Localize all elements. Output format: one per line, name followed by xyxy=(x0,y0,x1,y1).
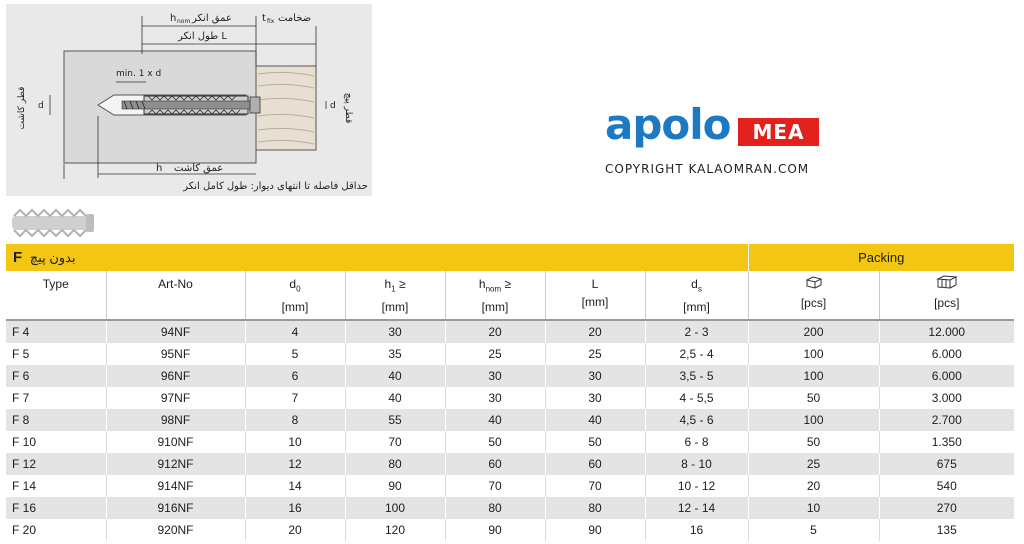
table-cell: 25 xyxy=(445,343,545,365)
table-cell: 12.000 xyxy=(879,320,1014,343)
table-cell: 90 xyxy=(545,519,645,541)
table-row xyxy=(6,453,1014,475)
table-cell: 25 xyxy=(545,343,645,365)
table-cell: 675 xyxy=(879,453,1014,475)
table-cell: 55 xyxy=(345,409,445,431)
table-cell: 16 xyxy=(245,497,345,519)
table-cell: 914NF xyxy=(106,475,245,497)
table-cell: 70 xyxy=(545,475,645,497)
table-cell: 50 xyxy=(748,387,879,409)
table-cell: 2,5 - 4 xyxy=(645,343,748,365)
table-cell: 80 xyxy=(545,497,645,519)
label-L: طول انکر L xyxy=(178,31,227,42)
table-cell: 12 - 14 xyxy=(645,497,748,519)
col-pack-small: [pcs] xyxy=(748,271,879,320)
label-h1: عمق کاشت xyxy=(174,163,224,174)
label-hnom: عمق انکر xyxy=(192,13,232,24)
table-cell: 4 - 5,5 xyxy=(645,387,748,409)
table-cell: 70 xyxy=(445,475,545,497)
table-cell: 6 - 8 xyxy=(645,431,748,453)
table-cell: 20 xyxy=(445,320,545,343)
table-cell: 6 xyxy=(245,365,345,387)
svg-text:t: t xyxy=(262,13,266,24)
table-cell: 910NF xyxy=(106,431,245,453)
table-cell: 6.000 xyxy=(879,343,1014,365)
table-cell: 120 xyxy=(345,519,445,541)
table-cell: 912NF xyxy=(106,453,245,475)
table-cell: 90 xyxy=(445,519,545,541)
table-cell: 25 xyxy=(748,453,879,475)
col-pack-large: [pcs] xyxy=(879,271,1014,320)
table-cell: 40 xyxy=(345,387,445,409)
table-cell: 80 xyxy=(445,497,545,519)
table-cell: F 4 xyxy=(6,320,106,343)
table-cell: F 10 xyxy=(6,431,106,453)
table-cell: 135 xyxy=(879,519,1014,541)
table-cell: 90 xyxy=(345,475,445,497)
table-cell: F 12 xyxy=(6,453,106,475)
table-cell: 100 xyxy=(748,343,879,365)
table-cell: 2.700 xyxy=(879,409,1014,431)
group-letter: F xyxy=(13,249,23,266)
column-header-row xyxy=(6,271,1014,320)
box-small-icon xyxy=(805,275,823,289)
label-d0: d xyxy=(38,101,44,111)
table-cell: 30 xyxy=(545,387,645,409)
table-cell: 20 xyxy=(545,320,645,343)
col-h1: $h_1$ ≥ [mm] xyxy=(345,271,445,320)
svg-text:nom: nom xyxy=(177,18,191,25)
table-cell: 5 xyxy=(748,519,879,541)
table-cell: 30 xyxy=(445,365,545,387)
table-cell: 270 xyxy=(879,497,1014,519)
table-cell: 14 xyxy=(245,475,345,497)
table-cell: 10 - 12 xyxy=(645,475,748,497)
table-cell: 30 xyxy=(545,365,645,387)
table-cell: F 14 xyxy=(6,475,106,497)
table-cell: F 16 xyxy=(6,497,106,519)
table-cell: 540 xyxy=(879,475,1014,497)
table-cell: 16 xyxy=(645,519,748,541)
col-d0: $d_0$ [mm] xyxy=(245,271,345,320)
anchor-product-image xyxy=(8,208,98,238)
label-d0-side: قطر کاشت xyxy=(17,86,27,130)
table-cell: 100 xyxy=(748,409,879,431)
table-cell: F 7 xyxy=(6,387,106,409)
col-artno: Art-No xyxy=(106,271,245,320)
table-cell: 40 xyxy=(345,365,445,387)
table-cell: 20 xyxy=(245,519,345,541)
table-cell: 40 xyxy=(545,409,645,431)
table-cell: 3,5 - 5 xyxy=(645,365,748,387)
table-cell: 1.350 xyxy=(879,431,1014,453)
table-cell: 2 - 3 xyxy=(645,320,748,343)
table-cell: 100 xyxy=(345,497,445,519)
table-cell: F 8 xyxy=(6,409,106,431)
brand-apolo: apolo xyxy=(605,100,731,149)
table-cell: 4,5 - 6 xyxy=(645,409,748,431)
table-cell: 10 xyxy=(245,431,345,453)
table-cell: 50 xyxy=(545,431,645,453)
table-cell: 60 xyxy=(445,453,545,475)
table-cell: 70 xyxy=(345,431,445,453)
group-text: بدون پیچ xyxy=(29,250,76,265)
box-large-icon xyxy=(936,275,958,289)
table-row xyxy=(6,497,1014,519)
table-cell: 7 xyxy=(245,387,345,409)
table-cell: 97NF xyxy=(106,387,245,409)
table-cell: 95NF xyxy=(106,343,245,365)
table-cell: 12 xyxy=(245,453,345,475)
col-hnom: $h_{nom}$ ≥ [mm] xyxy=(445,271,545,320)
table-cell: 6.000 xyxy=(879,365,1014,387)
group-header-row xyxy=(6,244,1014,271)
table-cell: 100 xyxy=(748,365,879,387)
table-cell: 50 xyxy=(445,431,545,453)
label-min: min. 1 x d xyxy=(116,69,162,79)
table-cell: 30 xyxy=(345,320,445,343)
table-cell: 916NF xyxy=(106,497,245,519)
table-cell: 80 xyxy=(345,453,445,475)
product-table xyxy=(6,244,1014,541)
packing-header: Packing xyxy=(748,244,1014,271)
table-row xyxy=(6,365,1014,387)
table-row xyxy=(6,519,1014,541)
table-cell: 8 xyxy=(245,409,345,431)
table-cell: F 5 xyxy=(6,343,106,365)
svg-text:d: d xyxy=(330,101,336,111)
label-tfix: ضخامت xyxy=(278,13,312,24)
table-row xyxy=(6,409,1014,431)
svg-text:fix: fix xyxy=(267,18,275,25)
table-cell: 10 xyxy=(748,497,879,519)
table-cell: 920NF xyxy=(106,519,245,541)
copyright-text: COPYRIGHT KALAOMRAN.COM xyxy=(605,162,810,176)
col-ds: $d_s$ [mm] xyxy=(645,271,748,320)
table-row xyxy=(6,343,1014,365)
svg-text:h: h xyxy=(156,163,163,174)
table-row xyxy=(6,475,1014,497)
table-row xyxy=(6,387,1014,409)
table-cell: 30 xyxy=(445,387,545,409)
anchor-diagram xyxy=(6,4,372,196)
table-cell: F 20 xyxy=(6,519,106,541)
table-cell: F 6 xyxy=(6,365,106,387)
col-L: L [mm] xyxy=(545,271,645,320)
brand-mea: MEA xyxy=(738,118,819,146)
table-cell: 40 xyxy=(445,409,545,431)
table-cell: 50 xyxy=(748,431,879,453)
table-cell: 20 xyxy=(748,475,879,497)
col-type: Type xyxy=(6,271,106,320)
table-cell: 94NF xyxy=(106,320,245,343)
table-cell: 60 xyxy=(545,453,645,475)
label-caption: حداقل فاصله تا انتهای دیوار: طول کامل انکر xyxy=(183,181,368,192)
table-cell: 4 xyxy=(245,320,345,343)
table-cell: 3.000 xyxy=(879,387,1014,409)
table-cell: 35 xyxy=(345,343,445,365)
table-cell: 5 xyxy=(245,343,345,365)
table-cell: 96NF xyxy=(106,365,245,387)
label-ds-side: قطر پیچ xyxy=(343,92,353,124)
table-cell: 200 xyxy=(748,320,879,343)
group-title xyxy=(6,244,748,271)
svg-text:h: h xyxy=(170,13,177,24)
table-cell: 98NF xyxy=(106,409,245,431)
table-row xyxy=(6,431,1014,453)
table-row xyxy=(6,320,1014,343)
table-cell: 8 - 10 xyxy=(645,453,748,475)
